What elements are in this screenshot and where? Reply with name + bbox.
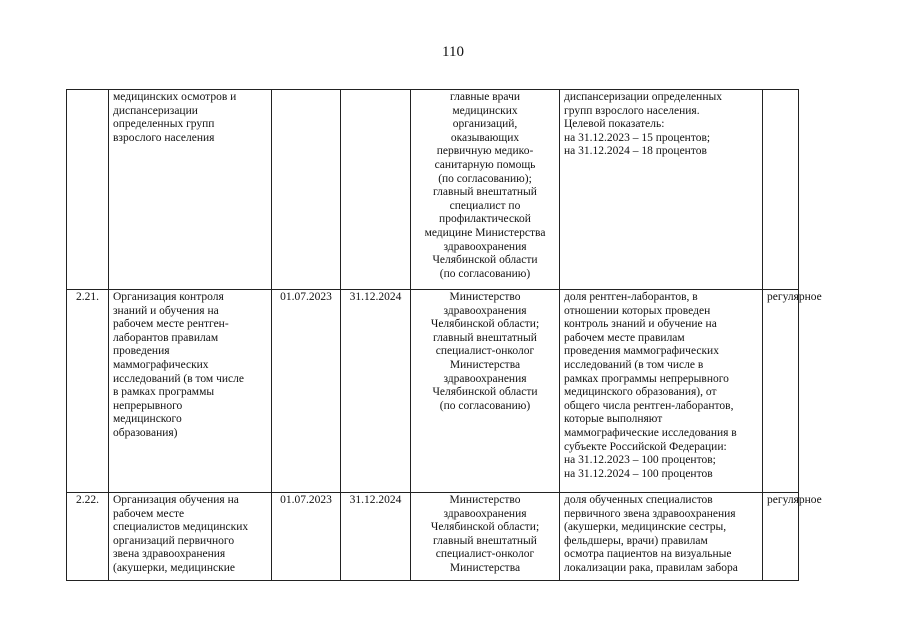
indicator-line: Целевой показатель:: [564, 118, 665, 131]
row-number: 2.21.: [76, 291, 99, 303]
exec-line: главный внештатный: [433, 534, 537, 547]
end-date: 31.12.2024: [349, 494, 402, 506]
action-line: взрослого населения: [113, 131, 215, 144]
indicator-line: доля рентген-лаборантов, в: [564, 291, 698, 303]
indicator-line: отношении которых проведен: [564, 304, 711, 317]
action-line: (акушерки, медицинские: [113, 561, 235, 574]
exec-line: санитарную помощь: [434, 158, 536, 171]
exec-line: Министерство: [449, 291, 521, 303]
exec-line: Челябинской области: [432, 386, 538, 399]
action-line: непрерывного: [113, 399, 183, 412]
exec-line: Челябинской области;: [430, 318, 540, 331]
exec-line: медицинских: [452, 104, 518, 117]
row-number-cell: [67, 290, 109, 493]
row-number: 2.22.: [76, 494, 99, 506]
indicator-cell: [560, 90, 763, 290]
indicator-cell: [560, 493, 763, 581]
exec-line: (по согласованию): [439, 267, 531, 280]
indicator-line: контроль знаний и обучение на: [564, 318, 717, 331]
table-row: [67, 90, 799, 290]
executor-cell: [411, 290, 560, 493]
action-line: в рамках программы: [113, 386, 215, 399]
indicator-line: осмотра пациентов на визуальные: [564, 548, 732, 561]
end-date-cell: [341, 90, 411, 290]
exec-line: медицине Министерства: [424, 226, 546, 239]
action-line: Организация обучения на: [113, 494, 239, 506]
action-line: специалистов медицинских: [113, 521, 249, 534]
row-number-cell: [67, 90, 109, 290]
action-line: Организация контроля: [113, 291, 224, 303]
indicator-line: доля обученных специалистов: [564, 494, 713, 506]
type-cell: [763, 290, 822, 493]
action-line: знаний и обучения на: [113, 304, 219, 317]
indicator-line: на 31.12.2023 – 15 процентов;: [564, 131, 711, 144]
exec-line: здравоохранения: [443, 372, 527, 385]
action-cell: [109, 493, 272, 581]
indicator-line: маммографические исследования в: [564, 426, 737, 439]
exec-line: здравоохранения: [443, 240, 527, 253]
table-row: [67, 493, 799, 581]
indicator-line: медицинского образования), от: [564, 386, 717, 399]
indicator-line: первичного звена здравоохранения: [564, 507, 736, 520]
start-date-cell: [272, 493, 341, 581]
indicator-line: исследований (в том числе в: [564, 358, 704, 371]
indicator-line: фельдшеры, врачи) правилам: [564, 534, 708, 547]
exec-line: (по согласованию): [439, 399, 531, 412]
action-line: исследований (в том числе: [113, 372, 244, 385]
exec-line: (по согласованию);: [438, 172, 532, 185]
action-line: рабочем месте: [113, 507, 185, 520]
action-line: лаборантов правилам: [113, 331, 219, 344]
action-line: медицинского: [113, 413, 182, 426]
exec-line: Челябинской области;: [430, 521, 540, 534]
exec-line: Министерство: [449, 494, 521, 506]
action-line: медицинских осмотров и: [113, 91, 237, 103]
exec-line: Министерства: [449, 358, 521, 371]
indicator-line: проведения маммографических: [564, 345, 719, 358]
exec-line: первичную медико-: [436, 145, 534, 158]
exec-line: здравоохранения: [443, 507, 527, 520]
indicator-line: на 31.12.2023 – 100 процентов;: [564, 454, 716, 467]
indicator-line: (акушерки, медицинские сестры,: [564, 521, 727, 534]
type-cell: [763, 90, 799, 290]
action-line: маммографических: [113, 358, 209, 371]
table-row: [67, 290, 799, 493]
indicator-line: общего числа рентген-лаборантов,: [564, 399, 734, 412]
executor-cell: [411, 90, 560, 290]
action-cell: [109, 90, 272, 290]
page-number: 110: [442, 44, 464, 60]
action-line: образования): [113, 426, 178, 439]
type-cell: [763, 493, 822, 581]
action-line: диспансеризации: [113, 104, 198, 117]
indicator-line: субъекте Российской Федерации:: [564, 440, 727, 453]
action-line: звена здравоохранения: [113, 548, 226, 561]
action-line: организаций первичного: [113, 534, 235, 547]
exec-line: главный внештатный: [433, 186, 537, 199]
indicator-line: рабочем месте правилам: [564, 331, 685, 344]
type-text: регулярное: [767, 494, 822, 506]
row-number-cell: [67, 493, 109, 581]
start-date-cell: [272, 90, 341, 290]
exec-line: Челябинской области: [432, 254, 538, 267]
start-date-cell: [272, 290, 341, 493]
action-line: проведения: [113, 345, 170, 358]
action-line: определенных групп: [113, 118, 215, 131]
executor-cell: [411, 493, 560, 581]
exec-line: главный внештатный: [433, 331, 537, 344]
start-date: 01.07.2023: [280, 291, 332, 303]
indicator-line: на 31.12.2024 – 100 процентов: [564, 467, 713, 480]
indicator-line: локализации рака, правилам забора: [564, 561, 738, 574]
type-text: регулярное: [767, 291, 822, 303]
start-date: 01.07.2023: [280, 494, 332, 506]
indicator-line: диспансеризации определенных: [564, 91, 722, 103]
indicator-cell: [560, 290, 763, 493]
exec-line: профилактической: [439, 213, 531, 226]
indicator-line: которые выполняют: [564, 413, 663, 426]
action-line: рабочем месте рентген-: [113, 318, 229, 331]
exec-line: оказывающих: [450, 131, 520, 144]
exec-line: Министерства: [449, 561, 521, 574]
end-date-cell: [341, 493, 411, 581]
exec-line: здравоохранения: [443, 304, 527, 317]
end-date: 31.12.2024: [349, 291, 402, 303]
action-cell: [109, 290, 272, 493]
indicator-line: групп взрослого населения.: [564, 104, 700, 117]
exec-line: организаций,: [452, 118, 518, 131]
measures-table: [66, 89, 822, 581]
exec-line: специалист по: [449, 199, 521, 212]
end-date-cell: [341, 290, 411, 493]
exec-line: специалист-онколог: [435, 345, 535, 358]
indicator-line: рамках программы непрерывного: [564, 372, 729, 385]
exec-line: специалист-онколог: [435, 548, 535, 561]
exec-line: главные врачи: [449, 91, 521, 103]
indicator-line: на 31.12.2024 – 18 процентов: [564, 145, 707, 158]
